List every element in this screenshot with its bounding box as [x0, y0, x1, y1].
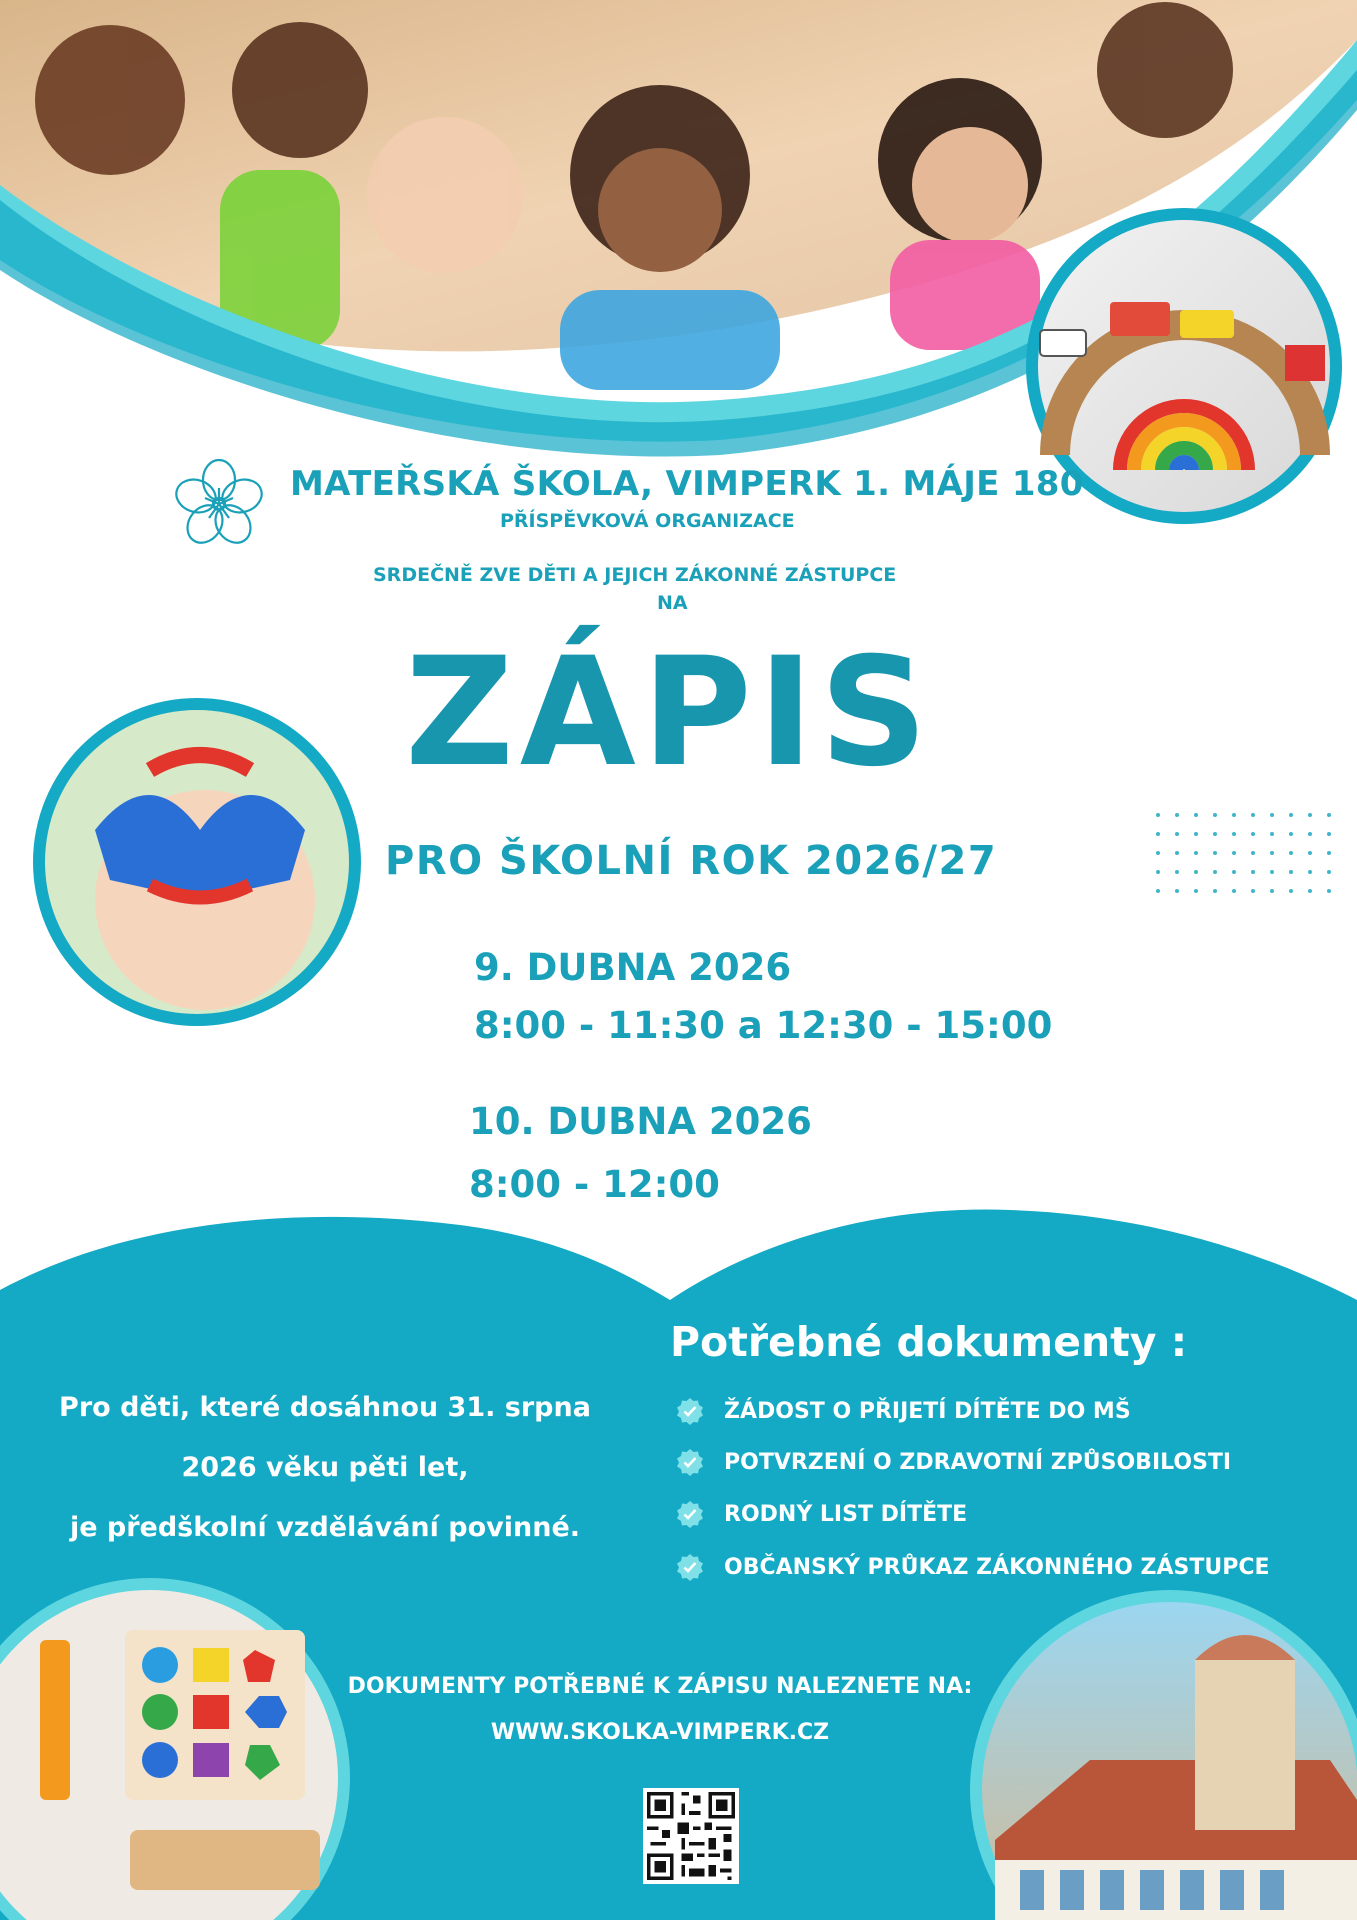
schedule-time-2: 8:00 - 12:00	[469, 1163, 720, 1206]
school-name: MATEŘSKÁ ŠKOLA, VIMPERK 1. MÁJE 180	[290, 464, 1084, 504]
documents-title: Potřebné dokumenty :	[670, 1318, 1188, 1366]
document-item	[676, 1496, 967, 1532]
school-year: PRO ŠKOLNÍ ROK 2026/27	[385, 838, 998, 884]
schedule-date-1: 9. DUBNA 2026	[474, 946, 792, 989]
notice-line-2: 2026 věku pěti let,	[181, 1452, 469, 1483]
school-subtitle: PŘÍSPĚVKOVÁ ORGANIZACE	[500, 510, 795, 532]
document-item	[676, 1444, 1231, 1480]
notice-line-3: je předškolní vzdělávání povinné.	[69, 1512, 581, 1543]
invitation-line-2: NA	[657, 592, 688, 614]
document-label: ŽÁDOST O PŘIJETÍ DÍTĚTE DO MŠ	[724, 1398, 1131, 1424]
notice-line-1: Pro děti, které dosáhnou 31. srpna	[59, 1392, 591, 1423]
event-title: ZÁPIS	[405, 626, 934, 800]
document-item	[676, 1393, 1131, 1429]
check-badge-icon	[676, 1397, 704, 1425]
website-link[interactable]: WWW.SKOLKA-VIMPERK.CZ	[490, 1720, 830, 1745]
invitation-line-1: SRDEČNĚ ZVE DĚTI A JEJICH ZÁKONNÉ ZÁSTUPCE	[373, 564, 897, 586]
document-label: OBČANSKÝ PRŮKAZ ZÁKONNÉHO ZÁSTUPCE	[724, 1554, 1270, 1580]
document-label: POTVRZENÍ O ZDRAVOTNÍ ZPŮSOBILOSTI	[724, 1449, 1232, 1475]
footer-documents-line: DOKUMENTY POTŘEBNÉ K ZÁPISU NALEZNETE NA:	[347, 1674, 973, 1699]
check-badge-icon	[676, 1448, 704, 1476]
check-badge-icon	[676, 1553, 704, 1581]
check-badge-icon	[676, 1500, 704, 1528]
mandatory-preschool-notice	[40, 1378, 610, 1558]
document-label: RODNÝ LIST DÍTĚTE	[724, 1501, 968, 1527]
schedule-time-1: 8:00 - 11:30 a 12:30 - 15:00	[474, 1004, 1053, 1047]
flower-icon	[173, 458, 265, 550]
document-item	[676, 1549, 1270, 1585]
qr-code[interactable]	[643, 1788, 739, 1884]
schedule-date-2: 10. DUBNA 2026	[469, 1100, 812, 1143]
dot-grid	[1156, 813, 1331, 893]
